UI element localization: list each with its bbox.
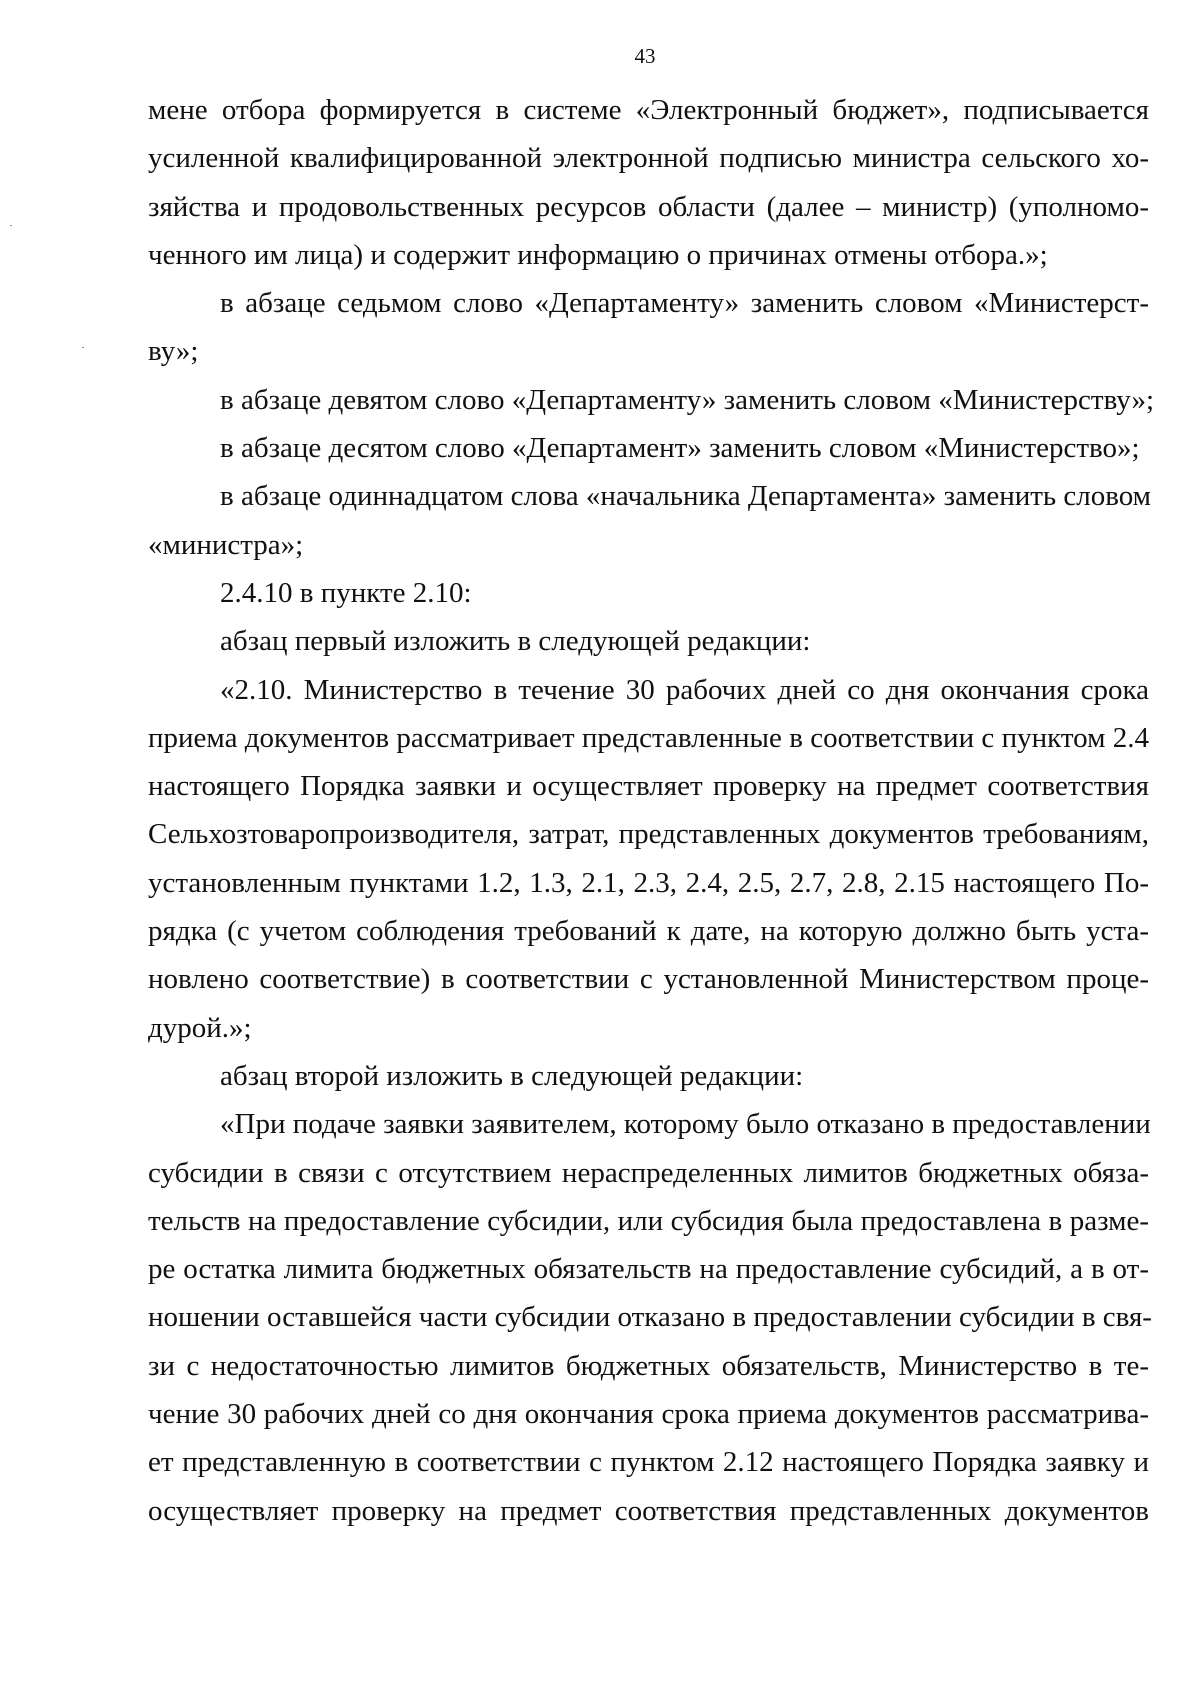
text-line: в абзаце седьмом слово «Департаменту» заменить словом «Министерст-: [220, 287, 1149, 320]
text-line: зи с недостаточностью лимитов бюджетных обязательств, Министерство в те-: [148, 1349, 1149, 1382]
text-line: зяйства и продовольственных ресурсов области (далее – министр) (уполномо-: [148, 190, 1149, 223]
text-line: абзац первый изложить в следующей редакции:: [220, 625, 811, 658]
text-line: «2.10. Министерство в течение 30 рабочих дней со дня окончания срока: [220, 673, 1149, 706]
text-line: настоящего Порядка заявки и осуществляет проверку на предмет соответствия: [148, 770, 1149, 803]
text-line: Сельхозтоваропроизводителя, затрат, представленных документов требованиям,: [148, 818, 1149, 851]
text-line: ченного им лица) и содержит информацию о причинах отмены отбора.»;: [148, 238, 1048, 271]
text-line: ре остатка лимита бюджетных обязательств на предоставление субсидий, а в от-: [148, 1253, 1149, 1286]
text-line: дурой.»;: [148, 1011, 252, 1044]
text-line: ет представленную в соответствии с пунктом 2.12 настоящего Порядка заявку и: [148, 1446, 1149, 1479]
text-line: осуществляет проверку на предмет соответствия представленных документов: [148, 1494, 1149, 1527]
document-body: [148, 86, 1155, 1535]
text-line: абзац второй изложить в следующей редакции:: [220, 1059, 804, 1092]
text-line: «министра»;: [148, 528, 304, 561]
text-line: тельств на предоставление субсидии, или субсидия была предоставлена в разме-: [148, 1204, 1149, 1237]
text-line: «При подаче заявки заявителем, которому было отказано в предоставлении: [220, 1108, 1151, 1141]
text-line: чение 30 рабочих дней со дня окончания срока приема документов рассматрива-: [148, 1398, 1149, 1431]
text-line: субсидии в связи с отсутствием нераспределенных лимитов бюджетных обяза-: [148, 1156, 1149, 1189]
text-line: 2.4.10 в пункте 2.10:: [220, 576, 472, 609]
text-line: рядка (с учетом соблюдения требований к дате, на которую должно быть уста-: [148, 915, 1149, 948]
text-line: установленным пунктами 1.2, 1.3, 2.1, 2.3, 2.4, 2.5, 2.7, 2.8, 2.15 настоящего По-: [148, 866, 1149, 899]
text-line: в абзаце одиннадцатом слова «начальника Департамента» заменить словом: [220, 480, 1152, 513]
page-number: 43: [634, 44, 656, 68]
text-line: новлено соответствие) в соответствии с установленной Министерством проце-: [148, 963, 1149, 996]
text-line: ву»;: [148, 335, 199, 368]
text-line: ношении оставшейся части субсидии отказано в предоставлении субсидии в свя-: [148, 1301, 1152, 1334]
scan-artifact: [10, 225, 12, 226]
text-line: усиленной квалифицированной электронной подписью министра сельского хо-: [148, 142, 1149, 175]
text-line: мене отбора формируется в системе «Электронный бюджет», подписывается: [148, 94, 1149, 126]
text-line: в абзаце десятом слово «Департамент» заменить словом «Министерство»;: [220, 432, 1140, 465]
text-line: приема документов рассматривает представленные в соответствии с пунктом 2.4: [148, 721, 1149, 754]
scan-artifact: [82, 347, 84, 348]
text-line: в абзаце девятом слово «Департаменту» заменить словом «Министерству»;: [220, 383, 1155, 416]
